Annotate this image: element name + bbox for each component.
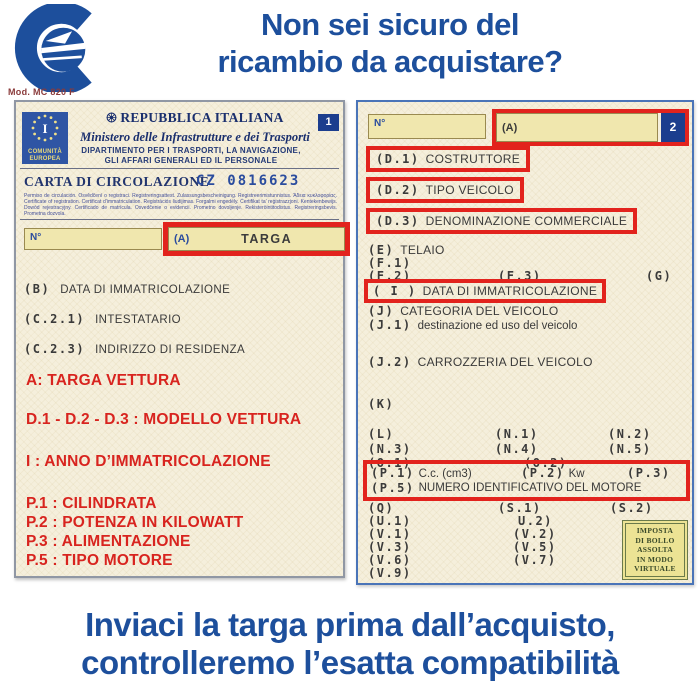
annotation-targa: A: TARGA VETTURA xyxy=(26,372,181,389)
field-label: CARROZZERIA DEL VEICOLO xyxy=(417,355,593,369)
field-code: (V.3) xyxy=(368,540,412,554)
field-row-p5 xyxy=(371,481,682,495)
annotation-anno: I : ANNO D’IMMATRICOLAZIONE xyxy=(26,453,271,470)
field-label: TIPO VEICOLO xyxy=(425,183,514,197)
n-field-label: N° xyxy=(30,232,42,243)
stamp-line: IN MODO xyxy=(636,554,674,564)
field-label: C.c. (cm3) xyxy=(418,468,472,480)
field-label: NUMERO IDENTIFICATIVO DEL MOTORE xyxy=(418,482,642,494)
field-code-a: (A) xyxy=(174,233,190,245)
page-title-line1: Non sei sicuro del xyxy=(260,7,519,42)
department-line1: DIPARTIMENTO PER I TRASPORTI, LA NAVIGAZIONE, xyxy=(81,146,301,155)
field-code: (C.2.3) xyxy=(24,342,86,356)
field-code: (Q) xyxy=(368,501,395,515)
targa-field xyxy=(168,227,345,251)
field-code: (P.3) xyxy=(627,466,671,480)
field-label: destinazione ed uso del veicolo xyxy=(417,320,578,332)
field-code: (J.2) xyxy=(368,355,412,369)
targa-field-highlight-2 xyxy=(492,109,689,146)
page-title xyxy=(100,6,680,80)
field-row-f1 xyxy=(368,256,412,270)
field-code: (J) xyxy=(368,304,395,318)
field-label: COSTRUTTORE xyxy=(425,152,521,166)
annotation-modello: D.1 - D.2 - D.3 : MODELLO VETTURA xyxy=(26,411,302,428)
field-code: (F.1) xyxy=(368,256,412,270)
field-code: (P.1) xyxy=(371,466,415,480)
annotation-cilindrata: P.1 : CILINDRATA xyxy=(26,495,157,512)
field-code: (V.5) xyxy=(513,540,557,554)
field-code: (U.1) xyxy=(368,514,412,528)
field-code: (J.1) xyxy=(368,318,412,332)
department-line2: GLI AFFARI GENERALI ED IL PERSONALE xyxy=(104,156,278,165)
field-label: INTESTATARIO xyxy=(95,314,182,326)
field-code: (F.3) xyxy=(498,269,542,283)
multilingual-registration-text: Permiso de circulación. Osvědčení o registraci. Registreringsattest. Zulassungsbescheinigung. Registreerimistunnistus. Άδεια κυκλοφορίας. Certificate of registration. Certificat d’immatriculation. Registrációs liudijimas. Forgalmi engedély. Ċertifikat ta’ reġistrazzjoni. Kentekenbewijs. Dowód rejestracyjny. Certificado de matrícula. Osvedčenie o evidencii. Prometno dovoljenje. Rekisteröintitodistus. Registreringsbevis. Prometna dozvola. xyxy=(24,193,337,217)
field-label: CATEGORIA DEL VEICOLO xyxy=(400,304,559,318)
targa-field-value: TARGA xyxy=(241,232,293,246)
field-row-k xyxy=(368,397,394,411)
highlight-tipo-veicolo xyxy=(366,177,524,203)
footer-message xyxy=(0,606,700,682)
field-row-j2 xyxy=(368,355,593,369)
field-row-c23 xyxy=(24,342,245,356)
eu-box-label-line1: COMUNITÀ xyxy=(28,149,62,155)
footer-line2: controlleremo l’esatta compatibilità xyxy=(81,644,619,681)
svg-text:I: I xyxy=(42,121,48,136)
highlight-costruttore xyxy=(366,146,530,172)
document-number-field-2 xyxy=(368,114,486,139)
field-code: (C.2.1) xyxy=(24,312,86,326)
field-code: (N.3) xyxy=(368,442,412,456)
field-row-v1-v2 xyxy=(368,527,557,541)
field-code: (V.1) xyxy=(368,527,412,541)
page-number-badge-1: 1 xyxy=(318,114,339,131)
n-field-label: N° xyxy=(374,118,386,129)
field-code: (E) xyxy=(368,243,395,257)
highlight-data-immatricolazione xyxy=(364,279,606,303)
field-row-c21 xyxy=(24,312,181,326)
field-row-e xyxy=(368,243,445,257)
field-code: (S.1) xyxy=(498,501,542,515)
field-label: DATA DI IMMATRICOLAZIONE xyxy=(60,284,231,296)
eu-box-label-line2: EUROPEA xyxy=(29,156,61,162)
field-row-l-n1-n2 xyxy=(368,427,652,441)
field-label: TELAIO xyxy=(400,243,445,257)
field-code: (P.5) xyxy=(371,481,415,495)
field-code: U.2) xyxy=(518,514,553,528)
field-label: INDIRIZZO DI RESIDENZA xyxy=(95,344,246,356)
document-number-field xyxy=(24,228,162,250)
field-code: (V.9) xyxy=(368,566,412,580)
registration-card-page2 xyxy=(356,100,694,585)
registration-card-page1 xyxy=(14,100,345,578)
annotation-tipo-motore: P.5 : TIPO MOTORE xyxy=(26,552,173,569)
ministry-title: Ministero delle Infrastrutture e dei Trasporti xyxy=(80,130,310,144)
field-code: (G) xyxy=(646,269,673,283)
field-code: ( I ) xyxy=(373,284,417,298)
page-title-line2: ricambio da acquistare? xyxy=(217,44,563,79)
field-row-j1 xyxy=(368,318,577,332)
stamp-line: DI BOLLO xyxy=(635,535,675,545)
highlight-motore-block xyxy=(363,460,690,501)
field-row-v3-v5 xyxy=(368,540,557,554)
divider xyxy=(20,168,339,169)
field-code: (D.3) xyxy=(376,214,420,228)
field-row-v6-v7 xyxy=(368,553,557,567)
field-code: (N.2) xyxy=(608,427,652,441)
field-code: (N.4) xyxy=(495,442,539,456)
field-code: (S.2) xyxy=(610,501,654,515)
field-row-b xyxy=(24,282,230,296)
document-serial-number: CZ 0816623 xyxy=(196,173,301,189)
field-code: (O.2) xyxy=(524,456,568,470)
page-number-badge-2: 2 xyxy=(661,113,685,142)
italy-emblem-icon xyxy=(106,112,117,123)
field-code: (L) xyxy=(368,427,395,441)
field-code: (F.2) xyxy=(368,269,412,283)
field-row-j xyxy=(368,304,559,318)
annotation-motore-block xyxy=(26,494,243,570)
document-title: CARTA DI CIRCOLAZIONE xyxy=(24,174,210,189)
targa-field-highlight xyxy=(163,222,350,256)
field-row-v9 xyxy=(368,566,412,580)
targa-field-2 xyxy=(496,113,658,142)
form-model-label: Mod. MC 820 F xyxy=(8,87,75,97)
field-code: (K) xyxy=(368,397,395,411)
field-code: (B) xyxy=(24,282,51,296)
field-code: (N.5) xyxy=(608,442,652,456)
stamp-box xyxy=(622,520,688,580)
annotation-alimentazione: P.3 : ALIMENTAZIONE xyxy=(26,533,191,550)
field-code: (V.7) xyxy=(513,553,557,567)
eu-stars-icon xyxy=(23,112,67,144)
field-code: (D.2) xyxy=(376,183,420,197)
stamp-line: VIRTUALE xyxy=(634,564,676,574)
stamp-line: IMPOSTA xyxy=(636,526,674,535)
field-label: DATA DI IMMATRICOLAZIONE xyxy=(422,284,598,298)
annotation-potenza: P.2 : POTENZA IN KILOWATT xyxy=(26,514,244,531)
field-label: DENOMINAZIONE COMMERCIALE xyxy=(425,214,628,228)
field-code: (V.6) xyxy=(368,553,412,567)
country-title: REPUBBLICA ITALIANA xyxy=(72,110,318,126)
field-code: (P.2) xyxy=(521,466,565,480)
stamp-line: ASSOLTA xyxy=(637,545,673,555)
brand-logo-icon xyxy=(14,4,102,97)
field-row-n3-n4-n5 xyxy=(368,442,652,456)
field-code: (O.1) xyxy=(368,456,412,470)
field-code: (D.1) xyxy=(376,152,420,166)
highlight-denominazione xyxy=(366,208,637,234)
field-label: Kw xyxy=(568,468,585,480)
field-row-q-s1-s2 xyxy=(368,501,654,515)
field-row-u1-u2 xyxy=(368,514,553,528)
field-code: (N.1) xyxy=(495,427,539,441)
field-row-p1-p2-p3 xyxy=(371,466,682,481)
field-code: (V.2) xyxy=(513,527,557,541)
divider xyxy=(20,219,339,220)
field-code-a: (A) xyxy=(502,121,518,134)
footer-line1: Inviaci la targa prima dall’acquisto, xyxy=(85,606,615,643)
